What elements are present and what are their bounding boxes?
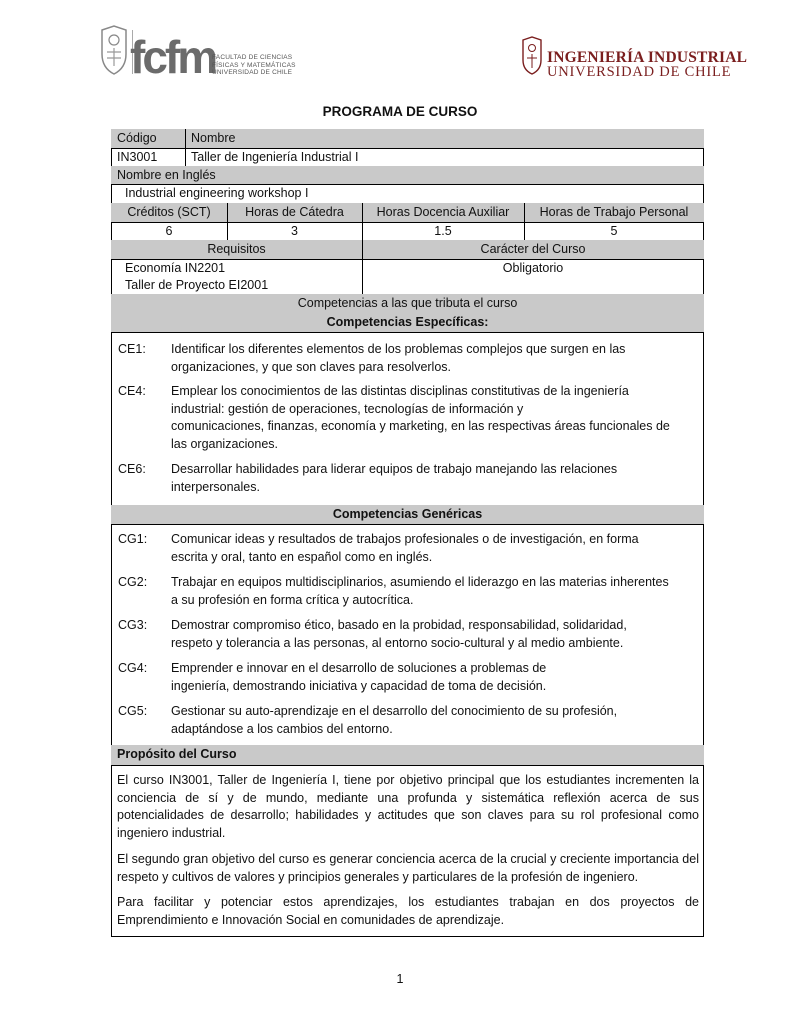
competencia-code: CG2: (118, 575, 148, 589)
requisitos-row (111, 259, 704, 294)
proposito-paragraph: Para facilitar y potenciar estos aprendizajes, los estudiantes trabajan en dos proyectos de Emprendimiento e Innovación Social en comunidades de aprendizaje. (117, 895, 699, 927)
competencia-code: CE4: (118, 384, 146, 398)
competencias-header: Competencias a las que tributa el curso (297, 296, 518, 310)
page-number: 1 (396, 972, 404, 986)
competencia-code: CG5: (118, 704, 148, 718)
english-name-row (111, 184, 704, 203)
english-name-header-row (111, 166, 704, 184)
competencias-header-row (111, 294, 704, 313)
credits-label: Créditos (SCT) (127, 205, 211, 219)
proposito-title: Propósito del Curso (117, 747, 237, 761)
genericas-title: Competencias Genéricas (332, 507, 483, 521)
university-seal-icon (521, 36, 543, 76)
proposito-paragraph: El curso IN3001, Taller de Ingeniería I, tiene por objetivo principal que los estudiantes incrementen la conciencia de sí y de mundo, mediante una profunda y sistemática reflexión acerca de sus potencialidades de desarrollo; habilidades y actitudes que son claves para su rol profesional como ingeniero industrial. (117, 773, 699, 840)
course-code: IN3001 (117, 150, 158, 164)
competencia-text: Desarrollar habilidades para liderar equipos de trabajo manejando las relaciones interpersonales. (171, 462, 618, 494)
english-name: Industrial engineering workshop I (125, 186, 309, 200)
requisitos-list (119, 259, 359, 294)
code-name-header-row (111, 129, 704, 148)
competencia-code: CE6: (118, 462, 146, 476)
code-name-row (111, 148, 704, 166)
auxiliar-label: Horas Docencia Auxiliar (376, 205, 510, 219)
especificas-header-row (111, 313, 704, 332)
fcfm-wordmark: fcfm (130, 31, 216, 83)
catedra-value: 3 (291, 224, 298, 238)
requisito-item: Economía IN2201 (125, 261, 226, 275)
logo-line-1: INGENIERÍA INDUSTRIAL (547, 49, 748, 66)
especificas-title: Competencias Específicas: (326, 315, 489, 329)
page-title: PROGRAMA DE CURSO (322, 104, 478, 119)
competencia-text: Comunicar ideas y resultados de trabajos profesionales o de investigación, en forma escrita y oral, tanto en español como en inglés. (171, 532, 639, 564)
catedra-label: Horas de Cátedra (245, 205, 344, 219)
faculty-name: FACULTAD DE CIENCIAS FÍSICAS Y MATEMÁTICAS UNIVERSIDAD DE CHILE (212, 54, 296, 76)
logo-line-2: UNIVERSIDAD DE CHILE (547, 64, 732, 80)
codigo-label: Código (117, 131, 157, 145)
english-name-label: Nombre en Inglés (117, 168, 216, 182)
competencia-text: Trabajar en equipos multidisciplinarios, asumiendo el liderazgo en las materias inherentes a su profesión en forma crítica y autocrítica. (171, 575, 669, 607)
competencia-text: Demostrar compromiso ético, basado en la probidad, responsabilidad, solidaridad, respeto y tolerancia a las personas, al entorno socio-cultural y al medio ambiente. (171, 618, 627, 650)
credits-value: 6 (165, 224, 173, 238)
competencia-code: CG1: (118, 532, 148, 546)
genericas-header-row (111, 505, 704, 524)
proposito-paragraph: El segundo gran objetivo del curso es generar conciencia acerca de la crucial y creciente importancia del respeto y cultivos de valores y principios generales y particulares de la profesión de ingeniero. (117, 852, 699, 884)
competencia-code: CG4: (118, 661, 148, 675)
competencia-text: Gestionar su auto-aprendizaje en el desarrollo del conocimiento de su profesión, adaptándose a los cambios del entorno. (171, 704, 618, 736)
competencia-code: CE1: (118, 342, 146, 356)
competencia-text: Emplear los conocimientos de las distintas disciplinas constitutivas de la ingeniería industrial: gestión de operaciones, tecnologías de información y comunicaciones, finanzas, economía y marketing, en las respectivas áreas funcionales de las organizaciones. (171, 384, 670, 451)
personal-value: 5 (610, 224, 618, 238)
caracter-value: Obligatorio (502, 261, 564, 275)
competencia-text: Emprender e innovar en el desarrollo de soluciones a problemas de ingeniería, demostrando iniciativa y capacidad de toma de decisión. (171, 661, 547, 693)
competencia-text: Identificar los diferentes elementos de los problemas complejos que surgen en las organizaciones, y que son claves para resolverlos. (171, 342, 626, 374)
nombre-label: Nombre (191, 131, 236, 145)
caracter-label: Carácter del Curso (480, 242, 586, 256)
course-name: Taller de Ingeniería Industrial I (191, 150, 359, 164)
requisito-item: Taller de Proyecto EI2001 (125, 278, 269, 292)
requisitos-header-row (111, 240, 704, 259)
competencia-code: CG3: (118, 618, 148, 632)
hours-values-row (111, 222, 704, 240)
auxiliar-value: 1.5 (434, 224, 452, 238)
proposito-header-row (111, 745, 704, 765)
university-seal-icon (98, 24, 130, 78)
requisitos-label: Requisitos (207, 242, 266, 256)
hours-header-row (111, 203, 704, 222)
personal-label: Horas de Trabajo Personal (539, 205, 689, 219)
